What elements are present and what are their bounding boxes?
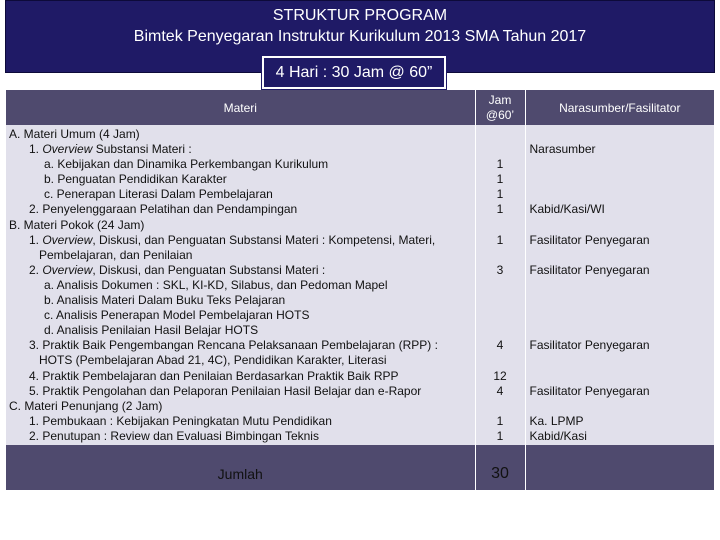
narasumber-value: Fasilitator Penyegaran <box>529 383 650 398</box>
materi-line: c. Analisis Penerapan Model Pembelajaran HOTS <box>44 308 310 323</box>
materi-line: a. Analisis Dokumen : SKL, KI-KD, Silabus, dan Pedoman Mapel <box>44 277 388 292</box>
jam-value: 1 <box>496 232 504 247</box>
jam-value <box>476 142 525 157</box>
jam-value <box>476 248 525 263</box>
jam-value: 1 <box>496 157 504 172</box>
narasumber-value <box>526 399 715 414</box>
materi-line: c. Penerapan Literasi Dalam Pembelajaran <box>44 187 273 202</box>
jam-value: 1 <box>496 187 504 202</box>
narasumber-value: Kabid/Kasi <box>529 428 587 443</box>
materi-line: d. Analisis Penilaian Hasil Belajar HOTS <box>44 323 259 338</box>
header-jam <box>475 90 525 125</box>
materi-line: a. Kebijakan dan Dinamika Perkembangan Kurikulum <box>44 157 329 172</box>
materi-line: 2. Overview, Diskusi, dan Penguatan Substansi Materi : <box>29 262 326 277</box>
materi-line: b. Analisis Materi Dalam Buku Teks Pelajaran <box>44 293 286 308</box>
narasumber-value: Fasilitator Penyegaran <box>529 262 650 277</box>
footer-total-cell <box>475 445 525 490</box>
narasumber-value <box>526 157 715 172</box>
jam-value: 1 <box>496 172 504 187</box>
jam-column <box>475 125 525 445</box>
jam-value <box>476 218 525 233</box>
footer-label-cell <box>6 445 475 490</box>
jam-value <box>476 323 525 338</box>
table-header-row <box>6 90 714 125</box>
page-subtitle: Bimtek Penyegaran Instruktur Kurikulum 2013 SMA Tahun 2017 <box>133 28 587 45</box>
jam-value: 12 <box>493 368 507 383</box>
narasumber-value <box>526 278 715 293</box>
duration-badge: 4 Hari : 30 Jam @ 60” <box>262 56 446 89</box>
jam-value: 4 <box>496 338 504 353</box>
jam-value: 4 <box>496 383 504 398</box>
materi-line: HOTS (Pembelajaran Abad 21, 4C), Pendidikan Karakter, Literasi <box>39 353 387 368</box>
materi-line: A. Materi Umum (4 Jam) <box>9 127 140 141</box>
materi-line: 2. Penutupan : Review dan Evaluasi Bimbingan Teknis <box>29 428 319 443</box>
jam-value <box>476 127 525 142</box>
footer-label: Jumlah <box>217 465 263 482</box>
table-body-row <box>6 125 714 445</box>
narasumber-value <box>526 308 715 323</box>
narasumber-value <box>526 127 715 142</box>
jam-value <box>476 353 525 368</box>
materi-line: B. Materi Pokok (24 Jam) <box>9 217 145 232</box>
materi-line: 2. Penyelenggaraan Pelatihan dan Pendampingan <box>29 202 298 217</box>
header-narasumber: Narasumber/Fasilitator <box>525 90 714 125</box>
narasumber-value: Fasilitator Penyegaran <box>529 338 650 353</box>
jam-value <box>476 293 525 308</box>
materi-line: 1. Overview Substansi Materi : <box>29 142 192 157</box>
narasumber-column <box>525 125 714 445</box>
materi-column <box>6 125 475 445</box>
jam-value: 3 <box>496 262 504 277</box>
program-table <box>6 90 714 490</box>
narasumber-value <box>526 369 715 384</box>
page-title: STRUKTUR PROGRAM <box>272 7 448 24</box>
header-jam-line2: @60’ <box>485 107 515 122</box>
narasumber-value <box>526 172 715 187</box>
jam-value <box>476 399 525 414</box>
header-materi: Materi <box>6 90 475 125</box>
materi-line: b. Penguatan Pendidikan Karakter <box>44 172 227 187</box>
narasumber-value <box>526 218 715 233</box>
materi-line: 1. Pembukaan : Kebijakan Peningkatan Mutu Pendidikan <box>29 413 332 428</box>
narasumber-value <box>526 353 715 368</box>
narasumber-value: Kabid/Kasi/WI <box>529 202 605 217</box>
jam-value <box>476 308 525 323</box>
jam-value <box>476 278 525 293</box>
table-footer-row <box>6 445 714 490</box>
narasumber-value: Fasilitator Penyegaran <box>529 232 650 247</box>
materi-line: Pembelajaran, dan Penilaian <box>39 247 193 262</box>
materi-line: 3. Praktik Baik Pengembangan Rencana Pelaksanaan Pembelajaran (RPP) : <box>29 338 438 353</box>
materi-line: 4. Praktik Pembelajaran dan Penilaian Berdasarkan Praktik Baik RPP <box>29 368 399 383</box>
narasumber-value: Narasumber <box>529 142 596 157</box>
header-jam-line1: Jam <box>488 92 512 107</box>
narasumber-value <box>526 293 715 308</box>
narasumber-value <box>526 323 715 338</box>
footer-empty-cell <box>525 445 714 490</box>
materi-line: 1. Overview, Diskusi, dan Penguatan Substansi Materi : Kompetensi, Materi, <box>29 232 436 247</box>
jam-value: 1 <box>496 428 504 443</box>
narasumber-value <box>526 187 715 202</box>
narasumber-value <box>526 248 715 263</box>
footer-total: 30 <box>491 464 509 482</box>
jam-value: 1 <box>496 202 504 217</box>
narasumber-value: Ka. LPMP <box>529 413 584 428</box>
jam-value: 1 <box>496 413 504 428</box>
materi-line: 5. Praktik Pengolahan dan Pelaporan Penilaian Hasil Belajar dan e-Rapor <box>29 383 422 398</box>
materi-line: C. Materi Penunjang (2 Jam) <box>9 398 163 413</box>
